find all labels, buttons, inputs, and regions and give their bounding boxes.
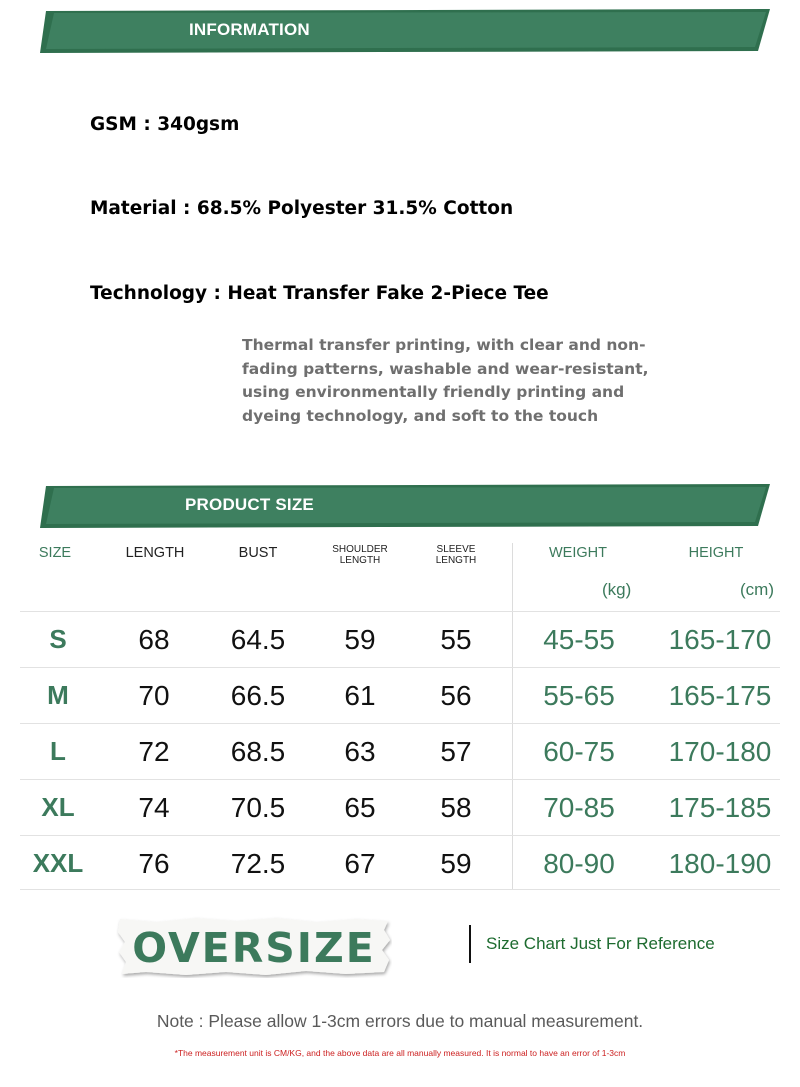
cell-weight: 60-75 — [543, 736, 615, 767]
cell-bust: 72.5 — [230, 848, 286, 879]
cell-weight: 45-55 — [543, 624, 615, 655]
cell-shoulder: 65 — [344, 792, 376, 823]
header-sleeve-line2: LENGTH — [435, 554, 477, 566]
weight-unit: (kg) — [602, 580, 632, 599]
cell-shoulder: 67 — [344, 848, 376, 879]
cell-height: 165-170 — [668, 624, 772, 655]
measurement-footnote: *The measurement unit is CM/KG, and the above data are all manually measured. It is normal to have an error of 1-3cm — [174, 1048, 626, 1058]
header-sleeve-line1: SLEEVE — [436, 544, 476, 555]
header-height: HEIGHT — [688, 545, 744, 561]
description-line: fading patterns, washable and wear-resistant, — [242, 359, 649, 378]
table-row — [0, 724, 800, 780]
table-row — [0, 780, 800, 836]
cell-length: 72 — [138, 736, 170, 767]
banner-shape — [40, 9, 770, 53]
size-chart-reference: Size Chart Just For Reference — [486, 934, 715, 953]
cell-sleeve: 57 — [440, 736, 472, 767]
header-length: LENGTH — [125, 545, 185, 561]
cell-sleeve: 56 — [440, 680, 472, 711]
cell-height: 180-190 — [668, 848, 772, 879]
technology-spec: Technology : Heat Transfer Fake 2-Piece Tee — [90, 283, 549, 304]
cell-length: 68 — [138, 624, 170, 655]
cell-bust: 66.5 — [230, 680, 286, 711]
header-shoulder-length — [318, 545, 402, 566]
height-unit: (cm) — [740, 580, 774, 599]
technology-description — [242, 334, 702, 428]
header-bust: BUST — [238, 545, 278, 561]
table-row — [0, 668, 800, 724]
cell-size: S — [49, 624, 67, 654]
description-line: Thermal transfer printing, with clear and non- — [242, 336, 646, 354]
vertical-divider — [469, 925, 471, 963]
product-size-banner — [40, 484, 770, 528]
cell-height: 170-180 — [668, 736, 772, 767]
cell-weight: 70-85 — [543, 792, 615, 823]
description-line: using environmentally friendly printing and — [242, 383, 625, 401]
cell-shoulder: 59 — [344, 624, 376, 655]
header-shoulder-line1: SHOULDER — [332, 544, 388, 555]
cell-sleeve: 55 — [440, 624, 472, 655]
cell-size: XXL — [32, 848, 84, 878]
header-size: SIZE — [38, 545, 72, 561]
cell-height: 175-185 — [668, 792, 772, 823]
header-shoulder-line2: LENGTH — [339, 554, 381, 566]
cell-bust: 68.5 — [230, 736, 286, 767]
header-weight: WEIGHT — [549, 545, 607, 561]
cell-height: 165-175 — [668, 680, 772, 711]
cell-sleeve: 58 — [440, 792, 472, 823]
material-spec: Material : 68.5% Polyester 31.5% Cotton — [90, 198, 514, 219]
description-line: dyeing technology, and soft to the touch — [242, 406, 599, 425]
cell-size: XL — [41, 792, 75, 822]
measurement-note: Note : Please allow 1-3cm errors due to manual measurement. — [156, 1011, 644, 1031]
product-size-title: PRODUCT SIZE — [185, 495, 314, 514]
table-row — [0, 836, 800, 892]
cell-length: 70 — [138, 680, 170, 711]
cell-shoulder: 63 — [344, 736, 376, 767]
oversize-text: OVERSIZE — [132, 924, 376, 972]
cell-weight: 80-90 — [543, 848, 615, 879]
header-sleeve-length — [418, 545, 494, 566]
table-row — [0, 612, 800, 668]
information-title: INFORMATION — [189, 20, 310, 39]
cell-weight: 55-65 — [543, 680, 615, 711]
oversize-label — [116, 916, 392, 978]
information-banner — [40, 9, 770, 53]
gsm-spec: GSM : 340gsm — [90, 114, 240, 135]
cell-bust: 64.5 — [230, 624, 286, 655]
cell-bust: 70.5 — [230, 792, 286, 823]
cell-length: 74 — [138, 792, 170, 823]
cell-size: L — [50, 736, 66, 766]
row-divider — [20, 889, 780, 890]
cell-sleeve: 59 — [440, 848, 472, 879]
cell-size: M — [47, 680, 69, 710]
cell-length: 76 — [138, 848, 170, 879]
cell-shoulder: 61 — [344, 680, 376, 711]
banner-shape — [40, 484, 770, 528]
